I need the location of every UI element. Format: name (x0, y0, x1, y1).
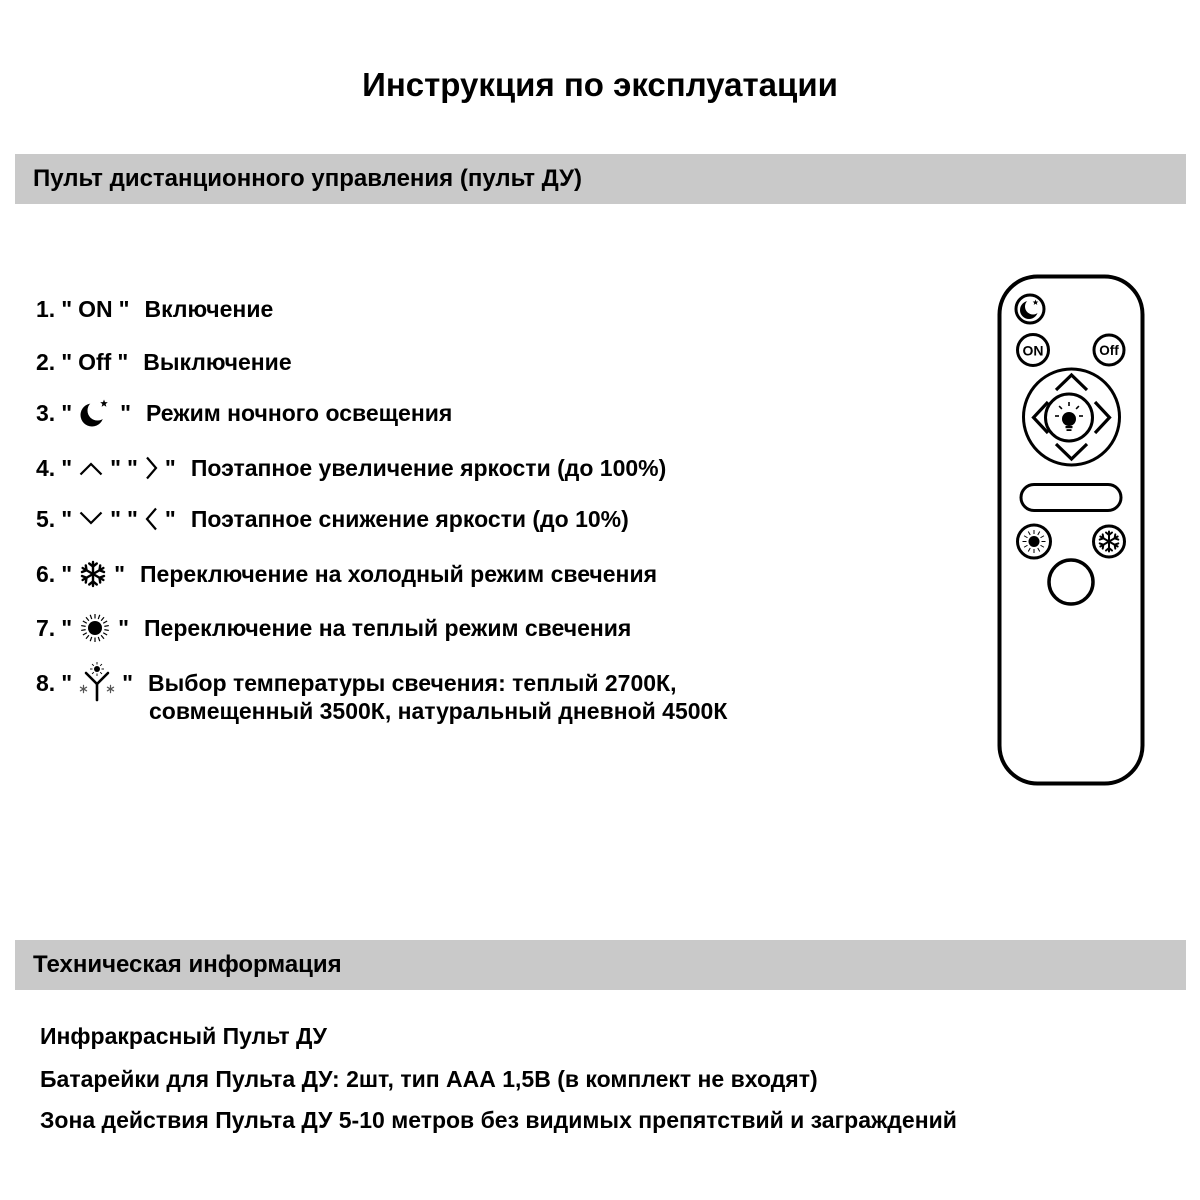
list-item-brightness-up: 4. " " " " Поэтапное увеличение яркости (до 100%) (36, 454, 667, 481)
chevron-left-icon (144, 505, 159, 533)
night-mode-button (1016, 295, 1044, 323)
item-number: 5. (36, 505, 56, 532)
item-text: Переключение на холодный режим свечения (140, 560, 658, 587)
section-heading-remote: Пульт дистанционного управления (пульт ДУ) (33, 165, 582, 192)
item-text: Режим ночного освещения (146, 399, 453, 426)
list-item-night-mode: 3. " " Режим ночного освещения (36, 395, 452, 431)
item-text: Выключение (143, 348, 292, 375)
off-label: Off (78, 348, 112, 375)
item-number: 7. (36, 614, 56, 641)
item-text: Выбор температуры свечения: теплый 2700К, (148, 669, 677, 696)
svg-text:Off: Off (1099, 343, 1119, 358)
list-item-brightness-down: 5. " " " " Поэтапное снижение яркости (до 10%) (36, 505, 629, 532)
tech-info-line: Зона действия Пульта ДУ 5-10 метров без видимых препятствий и заграждений (40, 1107, 957, 1133)
item-number: 3. (36, 399, 56, 426)
item-number: 4. (36, 454, 56, 481)
item-text: Переключение на теплый режим свечения (144, 614, 632, 641)
svg-text:ON: ON (1022, 342, 1044, 359)
sun-icon (78, 611, 112, 645)
list-item-off: 2. " Off " Выключение (36, 348, 292, 375)
section-bar-remote (15, 154, 1186, 204)
pill-button (1021, 485, 1121, 511)
warm-light-button (1018, 525, 1051, 558)
moon-star-icon (78, 396, 114, 430)
remote-control-illustration (997, 274, 1145, 786)
nav-pad (1024, 369, 1120, 465)
item-number: 2. (36, 348, 56, 375)
list-item-temperature-select: 8. " " Выбор температуры свечения: теплый 2700К, (36, 665, 676, 701)
item-number: 8. (36, 669, 56, 696)
on-label: ON (78, 295, 113, 322)
tech-info-line: Инфракрасный Пульт ДУ (40, 1023, 327, 1049)
power-on-button (1018, 335, 1049, 366)
bottom-round-button (1049, 560, 1093, 604)
list-item-cold-mode: 6. " " Переключение на холодный режим свечения (36, 556, 657, 592)
chevron-up-icon (78, 458, 104, 478)
cold-light-button (1094, 526, 1125, 557)
list-item-on: 1. " ON " Включение (36, 295, 274, 322)
item-text: Поэтапное снижение яркости (до 10%) (190, 505, 629, 532)
item-text-continuation: совмещенный 3500К, натуральный дневной 4500К (149, 698, 728, 724)
chevron-right-icon (144, 454, 159, 482)
tech-info-line: Батарейки для Пульта ДУ: 2шт, тип ААА 1,5В (в комплект не входят) (40, 1066, 818, 1092)
section-bar-tech (15, 940, 1186, 990)
chevron-down-icon (78, 509, 104, 529)
item-text: Поэтапное увеличение яркости (до 100%) (190, 454, 667, 481)
snowflake-icon (78, 559, 108, 589)
item-text: Включение (144, 295, 274, 322)
list-item-warm-mode: 7. " " Переключение на теплый режим свечения (36, 610, 631, 646)
power-off-button (1094, 335, 1124, 365)
item-number: 6. (36, 560, 56, 587)
temperature-select-icon (78, 662, 116, 704)
item-number: 1. (36, 295, 56, 322)
section-heading-tech: Техническая информация (33, 951, 342, 978)
page-title: Инструкция по эксплуатации (362, 66, 838, 103)
